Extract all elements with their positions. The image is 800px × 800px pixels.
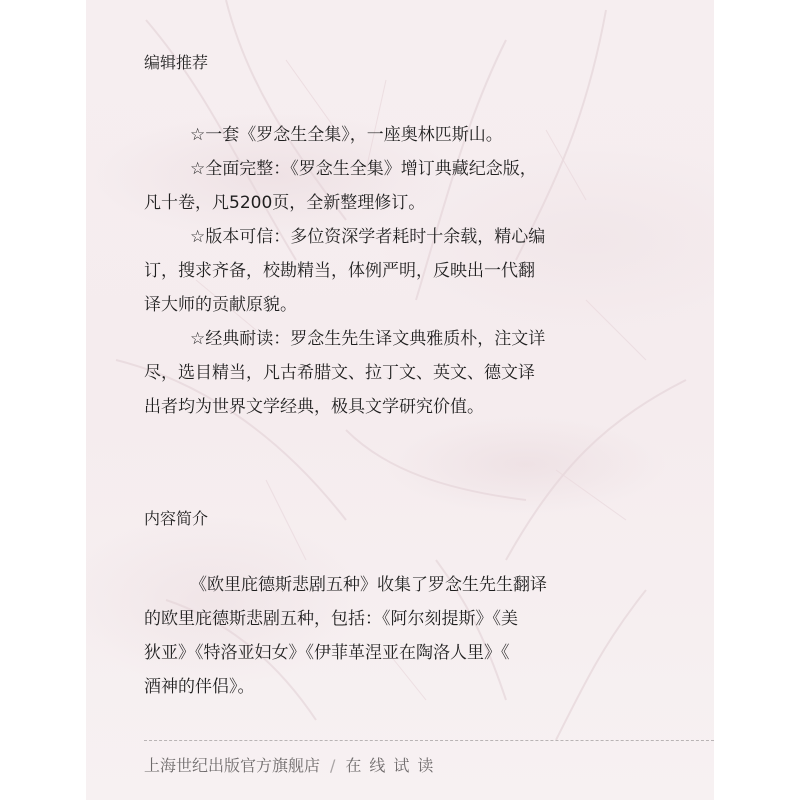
text-line: 译大师的贡献原貌。 <box>144 295 297 315</box>
text-line: 《欧里庇德斯悲剧五种》收集了罗念生先生翻译 <box>190 575 547 595</box>
footer-divider <box>144 740 714 741</box>
text-line: ☆全面完整：《罗念生全集》增订典藏纪念版， <box>190 159 537 179</box>
text-line: 订，搜求齐备，校勘精当，体例严明，反映出一代翻 <box>144 261 535 281</box>
trial-read-label: 在线试读 <box>345 756 442 775</box>
store-name-link[interactable]: 上海世纪出版官方旗舰店 <box>144 756 321 775</box>
footer-breadcrumb <box>144 753 441 776</box>
editor-recommendation-heading: 编辑推荐 <box>144 53 209 72</box>
editor-recommendation-text <box>144 118 644 424</box>
content-summary-heading: 内容简介 <box>144 509 209 528</box>
text-line: ☆经典耐读：罗念生先生译文典雅质朴，注文详 <box>190 329 546 349</box>
text-line: 的欧里庇德斯悲剧五种，包括：《阿尔刻提斯》《美 <box>144 609 518 629</box>
text-line: 出者均为世界文学经典，极具文学研究价值。 <box>144 397 484 417</box>
breadcrumb-separator: / <box>330 756 336 775</box>
text-line: ☆版本可信：多位资深学者耗时十余载，精心编 <box>190 227 546 247</box>
text-line: 酒神的伴侣》。 <box>144 677 255 697</box>
text-line: 狄亚》《特洛亚妇女》《伊菲革涅亚在陶洛人里》《 <box>144 643 510 663</box>
text-line: 凡十卷，凡5200页，全新整理修订。 <box>144 193 426 213</box>
book-detail-page <box>86 0 714 800</box>
text-line: ☆一套《罗念生全集》，一座奥林匹斯山。 <box>190 125 503 145</box>
content-summary-text <box>144 568 644 704</box>
text-line: 尽，选目精当，凡古希腊文、拉丁文、英文、德文译 <box>144 363 535 383</box>
